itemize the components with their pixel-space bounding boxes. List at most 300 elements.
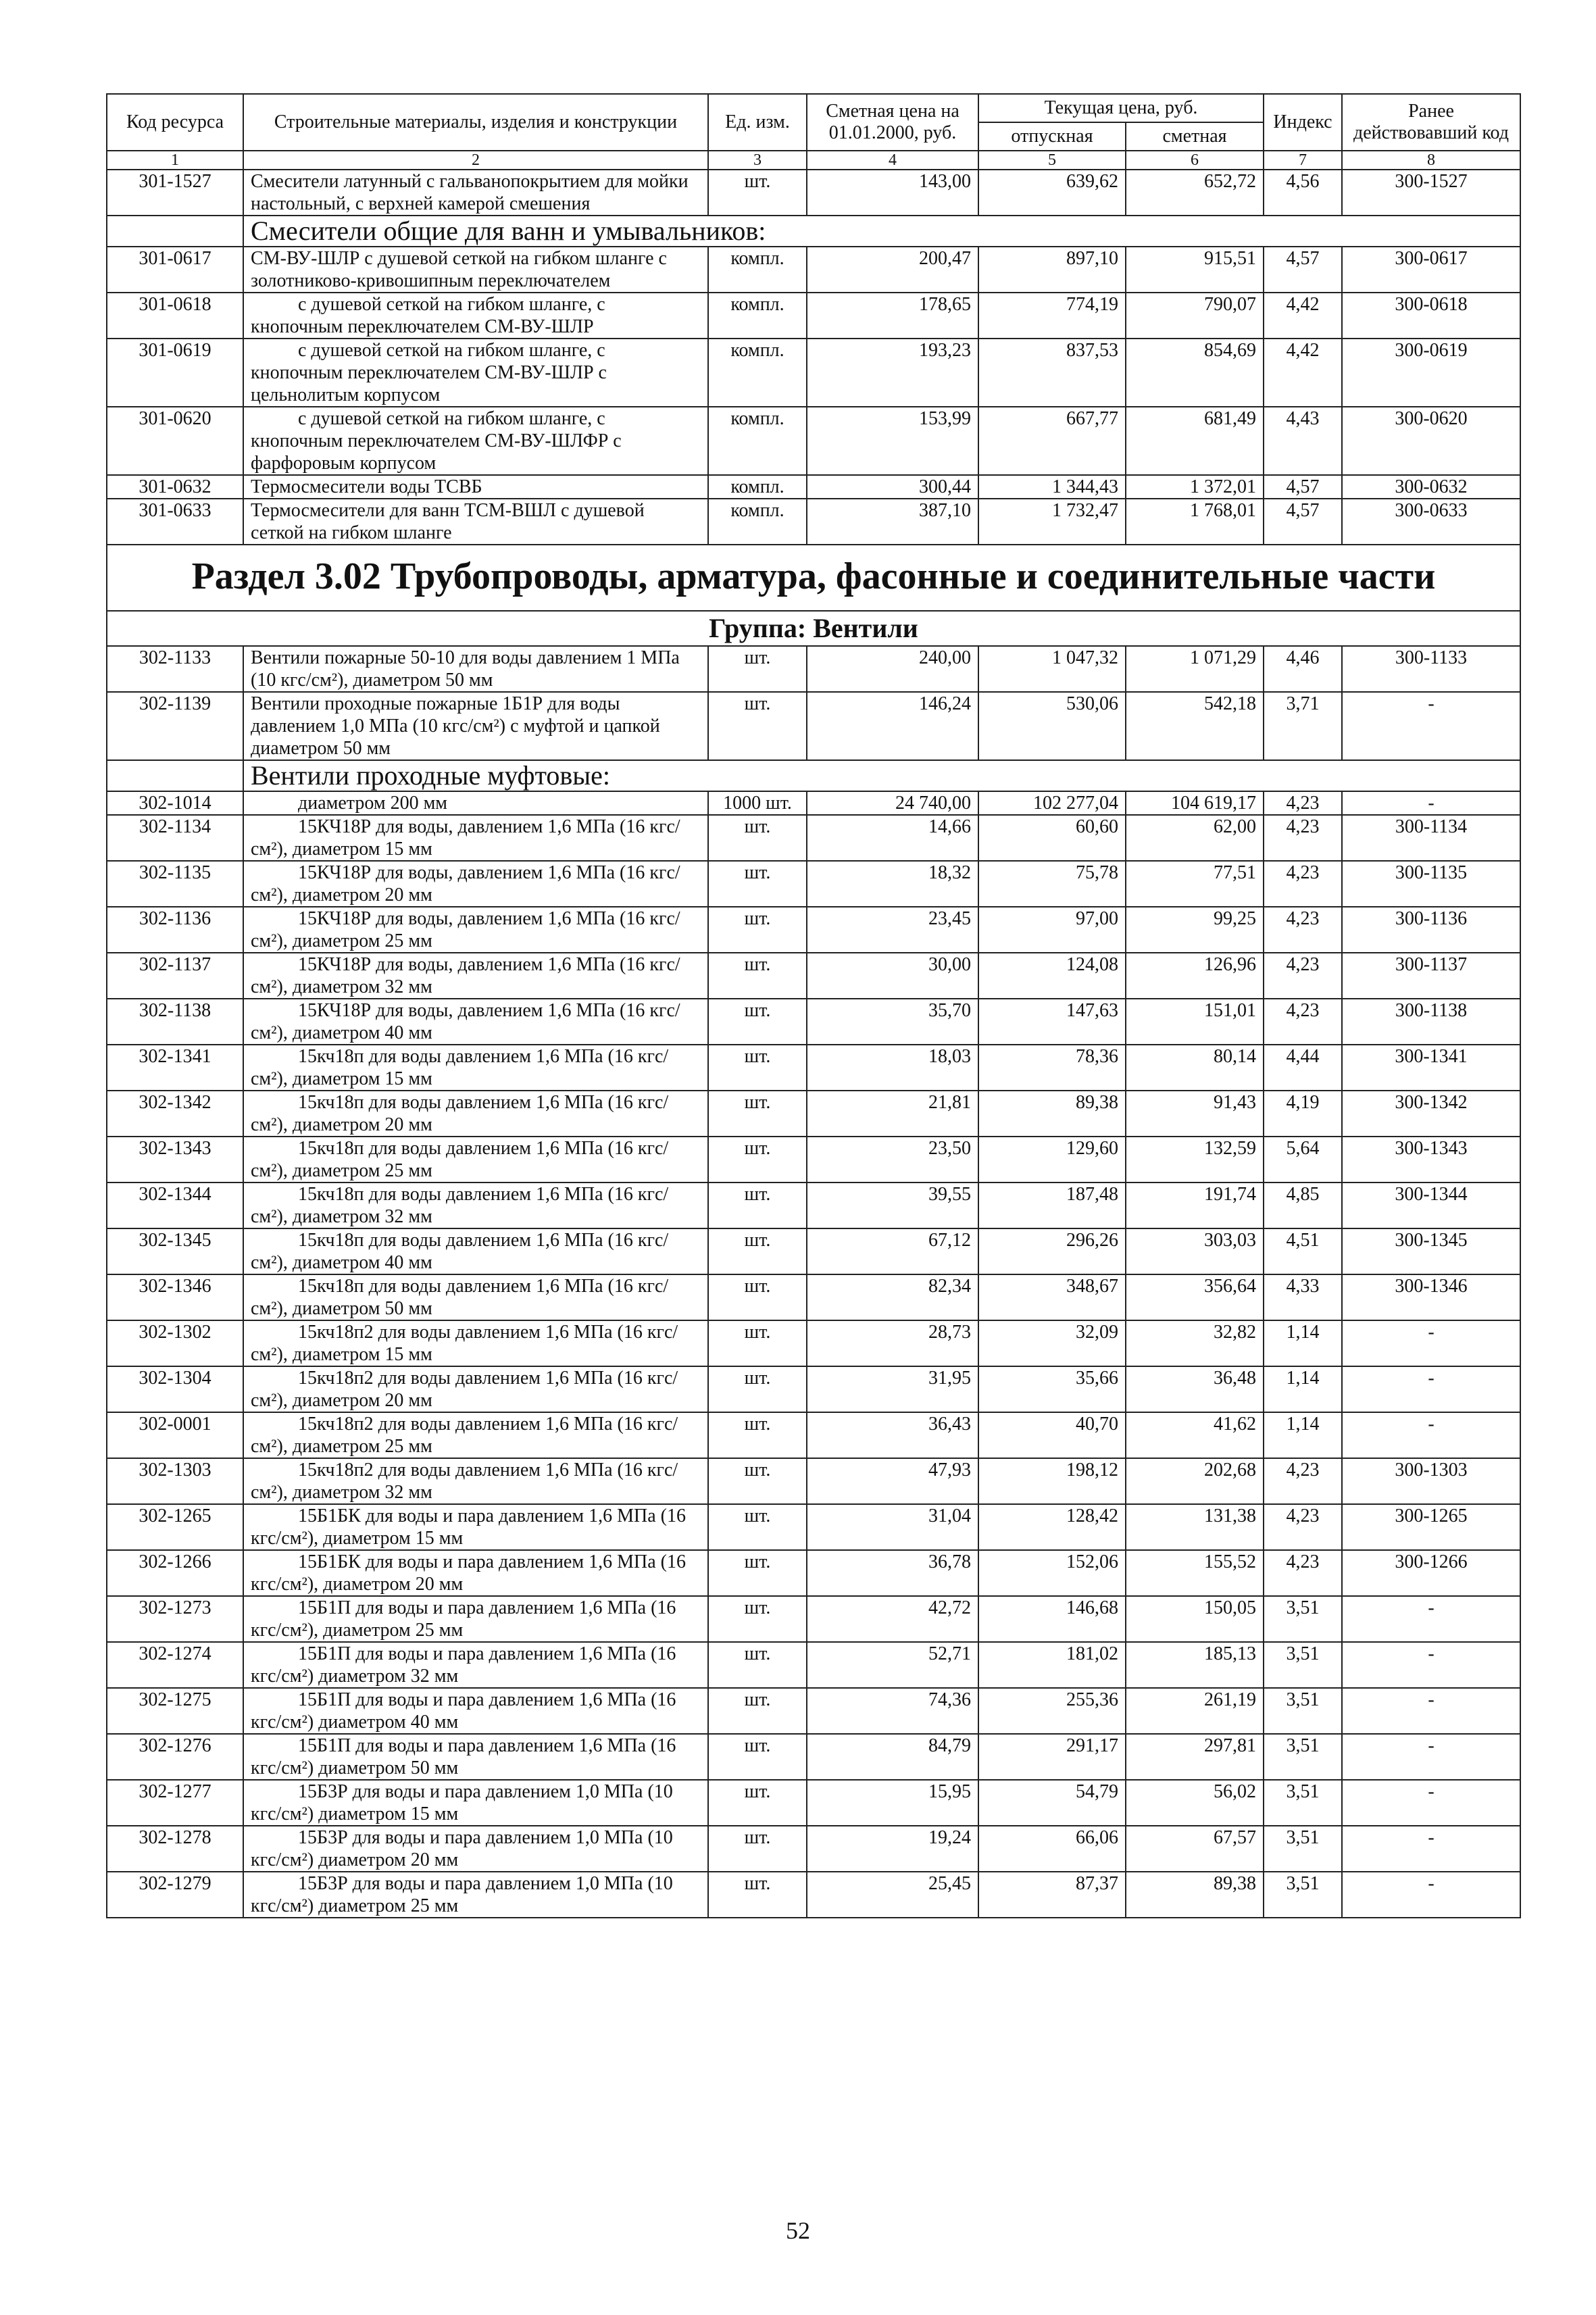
- group-title: [107, 611, 1520, 646]
- previous-code: -: [1342, 1734, 1520, 1780]
- sell-price: 78,36: [978, 1045, 1126, 1091]
- unit: шт.: [708, 1320, 807, 1366]
- column-number: 6: [1126, 151, 1264, 170]
- price-index: 4,43: [1264, 407, 1342, 475]
- estimate-price: 150,05: [1126, 1596, 1264, 1642]
- table-header: [107, 94, 1520, 170]
- estimate-price: 131,38: [1126, 1504, 1264, 1550]
- price-index: 3,71: [1264, 692, 1342, 760]
- material-name: 15кч18п для воды давлением 1,6 МПа (16 кгс/см²), диаметром 25 мм: [243, 1137, 708, 1183]
- base-price: 52,71: [807, 1642, 978, 1688]
- previous-code: 300-1342: [1342, 1091, 1520, 1137]
- previous-code: -: [1342, 692, 1520, 760]
- base-price: 36,78: [807, 1550, 978, 1596]
- price-index: 4,57: [1264, 499, 1342, 545]
- resource-code: 302-1137: [107, 953, 243, 999]
- estimate-price: 202,68: [1126, 1458, 1264, 1504]
- sell-price: 35,66: [978, 1366, 1126, 1412]
- material-name: 15кч18п для воды давлением 1,6 МПа (16 кгс/см²), диаметром 50 мм: [243, 1274, 708, 1320]
- section-title-text: Раздел 3.02 Трубопроводы, арматура, фасонные и соединительные части: [107, 545, 1520, 611]
- sell-price: 348,67: [978, 1274, 1126, 1320]
- table-row: [107, 1596, 1520, 1642]
- material-name: 15кч18п для воды давлением 1,6 МПа (16 кгс/см²), диаметром 32 мм: [243, 1183, 708, 1228]
- base-price: 143,00: [807, 170, 978, 216]
- unit: компл.: [708, 247, 807, 293]
- unit: шт.: [708, 907, 807, 953]
- unit: шт.: [708, 1091, 807, 1137]
- price-index: 3,51: [1264, 1826, 1342, 1872]
- header-previous-code: Ранее действовавший код: [1342, 94, 1520, 151]
- group-title-text: Группа: Вентили: [107, 611, 1520, 646]
- column-number: 5: [978, 151, 1126, 170]
- sell-price: 774,19: [978, 293, 1126, 339]
- price-index: 1,14: [1264, 1320, 1342, 1366]
- column-number: 4: [807, 151, 978, 170]
- table-row: [107, 815, 1520, 861]
- base-price: 146,24: [807, 692, 978, 760]
- unit: шт.: [708, 170, 807, 216]
- sell-price: 97,00: [978, 907, 1126, 953]
- sell-price: 530,06: [978, 692, 1126, 760]
- base-price: 21,81: [807, 1091, 978, 1137]
- column-number: 1: [107, 151, 243, 170]
- resource-code: 301-0632: [107, 475, 243, 499]
- table-row: [107, 293, 1520, 339]
- previous-code: -: [1342, 1642, 1520, 1688]
- previous-code: 300-1265: [1342, 1504, 1520, 1550]
- resource-code: 302-1302: [107, 1320, 243, 1366]
- unit: шт.: [708, 861, 807, 907]
- previous-code: -: [1342, 1366, 1520, 1412]
- estimate-price: 91,43: [1126, 1091, 1264, 1137]
- sell-price: 146,68: [978, 1596, 1126, 1642]
- material-name: 15КЧ18Р для воды, давлением 1,6 МПа (16 кгс/см²), диаметром 32 мм: [243, 953, 708, 999]
- unit: шт.: [708, 1458, 807, 1504]
- material-name: 15Б1БК для воды и пара давлением 1,6 МПа (16 кгс/см²), диаметром 15 мм: [243, 1504, 708, 1550]
- estimate-price: 356,64: [1126, 1274, 1264, 1320]
- price-index: 4,57: [1264, 475, 1342, 499]
- base-price: 387,10: [807, 499, 978, 545]
- unit: шт.: [708, 1366, 807, 1412]
- column-number: 3: [708, 151, 807, 170]
- header-estimate-price: сметная: [1126, 122, 1264, 151]
- resource-code: 302-1266: [107, 1550, 243, 1596]
- unit: компл.: [708, 339, 807, 407]
- material-name: 15Б1П для воды и пара давлением 1,6 МПа (16 кгс/см²) диаметром 40 мм: [243, 1688, 708, 1734]
- table-row: [107, 1091, 1520, 1137]
- resource-code: 302-1273: [107, 1596, 243, 1642]
- section-title: [107, 545, 1520, 611]
- previous-code: 300-1136: [1342, 907, 1520, 953]
- table-row: [107, 1734, 1520, 1780]
- material-name: с душевой сеткой на гибком шланге, с кнопочным переключателем СМ-ВУ-ШЛР: [243, 293, 708, 339]
- unit: шт.: [708, 692, 807, 760]
- group-subtitle: Смесители общие для ванн и умывальников:: [243, 216, 1520, 247]
- material-name: Термосмесители воды ТСВБ: [243, 475, 708, 499]
- estimate-price: 77,51: [1126, 861, 1264, 907]
- sell-price: 40,70: [978, 1412, 1126, 1458]
- resource-code: 302-1277: [107, 1780, 243, 1826]
- price-index: 4,57: [1264, 247, 1342, 293]
- header-index: Индекс: [1264, 94, 1342, 151]
- material-name: 15кч18п для воды давлением 1,6 МПа (16 кгс/см²), диаметром 15 мм: [243, 1045, 708, 1091]
- base-price: 36,43: [807, 1412, 978, 1458]
- price-index: 5,64: [1264, 1137, 1342, 1183]
- sell-price: 837,53: [978, 339, 1126, 407]
- sell-price: 60,60: [978, 815, 1126, 861]
- header-unit: Ед. изм.: [708, 94, 807, 151]
- sell-price: 296,26: [978, 1228, 1126, 1274]
- previous-code: 300-0633: [1342, 499, 1520, 545]
- estimate-price: 104 619,17: [1126, 791, 1264, 815]
- sell-price: 32,09: [978, 1320, 1126, 1366]
- price-index: 4,44: [1264, 1045, 1342, 1091]
- estimate-price: 62,00: [1126, 815, 1264, 861]
- table-row: [107, 475, 1520, 499]
- base-price: 300,44: [807, 475, 978, 499]
- base-price: 240,00: [807, 646, 978, 692]
- estimate-price: 191,74: [1126, 1183, 1264, 1228]
- material-name: Вентили проходные пожарные 1Б1Р для воды давлением 1,0 МПа (10 кгс/см²) с муфтой и цапкой диаметром 50 мм: [243, 692, 708, 760]
- sell-price: 1 732,47: [978, 499, 1126, 545]
- base-price: 23,50: [807, 1137, 978, 1183]
- price-index: 3,51: [1264, 1596, 1342, 1642]
- material-name: 15Б3Р для воды и пара давлением 1,0 МПа (10 кгс/см²) диаметром 25 мм: [243, 1872, 708, 1918]
- material-name: Термосмесители для ванн ТСМ-ВШЛ с душевой сеткой на гибком шланге: [243, 499, 708, 545]
- base-price: 47,93: [807, 1458, 978, 1504]
- material-name: с душевой сеткой на гибком шланге, с кнопочным переключателем СМ-ВУ-ШЛФР с фарфоровым корпусом: [243, 407, 708, 475]
- previous-code: -: [1342, 791, 1520, 815]
- sell-price: 87,37: [978, 1872, 1126, 1918]
- estimate-price: 80,14: [1126, 1045, 1264, 1091]
- resource-code: 302-1278: [107, 1826, 243, 1872]
- table-row: [107, 247, 1520, 293]
- sell-price: 102 277,04: [978, 791, 1126, 815]
- price-index: 4,23: [1264, 861, 1342, 907]
- header-current-price: Текущая цена, руб.: [978, 94, 1264, 122]
- unit: 1000 шт.: [708, 791, 807, 815]
- previous-code: 300-1303: [1342, 1458, 1520, 1504]
- estimate-price: 681,49: [1126, 407, 1264, 475]
- previous-code: 300-1341: [1342, 1045, 1520, 1091]
- price-index: 4,23: [1264, 791, 1342, 815]
- estimate-price: 151,01: [1126, 999, 1264, 1045]
- material-name: 15КЧ18Р для воды, давлением 1,6 МПа (16 кгс/см²), диаметром 15 мм: [243, 815, 708, 861]
- material-name: 15кч18п2 для воды давлением 1,6 МПа (16 кгс/см²), диаметром 25 мм: [243, 1412, 708, 1458]
- base-price: 74,36: [807, 1688, 978, 1734]
- table-row: [107, 907, 1520, 953]
- resource-code: 301-0617: [107, 247, 243, 293]
- table-row: [107, 1320, 1520, 1366]
- estimate-price: 297,81: [1126, 1734, 1264, 1780]
- estimate-price: 854,69: [1126, 339, 1264, 407]
- estimate-price: 36,48: [1126, 1366, 1264, 1412]
- resource-code: 302-1341: [107, 1045, 243, 1091]
- previous-code: 300-1134: [1342, 815, 1520, 861]
- base-price: 193,23: [807, 339, 978, 407]
- header-sell-price: отпускная: [978, 122, 1126, 151]
- base-price: 153,99: [807, 407, 978, 475]
- price-index: 4,23: [1264, 907, 1342, 953]
- price-index: 4,46: [1264, 646, 1342, 692]
- estimate-price: 132,59: [1126, 1137, 1264, 1183]
- previous-code: 300-1137: [1342, 953, 1520, 999]
- resource-code: 302-1346: [107, 1274, 243, 1320]
- material-name: 15Б3Р для воды и пара давлением 1,0 МПа (10 кгс/см²) диаметром 20 мм: [243, 1826, 708, 1872]
- price-index: 3,51: [1264, 1734, 1342, 1780]
- previous-code: -: [1342, 1826, 1520, 1872]
- unit: шт.: [708, 1780, 807, 1826]
- price-index: 4,51: [1264, 1228, 1342, 1274]
- group-subtitle: Вентили проходные муфтовые:: [243, 760, 1520, 791]
- price-index: 4,23: [1264, 999, 1342, 1045]
- sell-price: 1 344,43: [978, 475, 1126, 499]
- material-name: Смесители латунный с гальванопокрытием для мойки настольный, с верхней камерой смешения: [243, 170, 708, 216]
- previous-code: 300-1266: [1342, 1550, 1520, 1596]
- table-row: [107, 999, 1520, 1045]
- base-price: 200,47: [807, 247, 978, 293]
- sell-price: 89,38: [978, 1091, 1126, 1137]
- resource-code: 302-0001: [107, 1412, 243, 1458]
- resource-code: 301-0618: [107, 293, 243, 339]
- price-table-sheet: [106, 93, 1520, 1918]
- sell-price: 639,62: [978, 170, 1126, 216]
- table-row: [107, 1504, 1520, 1550]
- resource-code: 302-1279: [107, 1872, 243, 1918]
- resource-code: 301-0633: [107, 499, 243, 545]
- previous-code: -: [1342, 1872, 1520, 1918]
- sell-price: 54,79: [978, 1780, 1126, 1826]
- resource-code: 302-1303: [107, 1458, 243, 1504]
- unit: шт.: [708, 1183, 807, 1228]
- material-name: 15кч18п2 для воды давлением 1,6 МПа (16 кгс/см²), диаметром 32 мм: [243, 1458, 708, 1504]
- group-row-coupling-valves: [107, 760, 1520, 791]
- price-index: 4,85: [1264, 1183, 1342, 1228]
- estimate-price: 1 071,29: [1126, 646, 1264, 692]
- table-row: [107, 1550, 1520, 1596]
- unit: шт.: [708, 953, 807, 999]
- sell-price: 152,06: [978, 1550, 1126, 1596]
- resource-code: 302-1134: [107, 815, 243, 861]
- table-row: [107, 1366, 1520, 1412]
- material-name: СМ-ВУ-ШЛР с душевой сеткой на гибком шланге с золотниково-кривошипным переключателем: [243, 247, 708, 293]
- base-price: 35,70: [807, 999, 978, 1045]
- table-row: [107, 861, 1520, 907]
- unit: компл.: [708, 499, 807, 545]
- unit: шт.: [708, 1596, 807, 1642]
- base-price: 30,00: [807, 953, 978, 999]
- base-price: 15,95: [807, 1780, 978, 1826]
- resource-code: 301-0620: [107, 407, 243, 475]
- estimate-price: 542,18: [1126, 692, 1264, 760]
- estimate-price: 41,62: [1126, 1412, 1264, 1458]
- material-name: 15КЧ18Р для воды, давлением 1,6 МПа (16 кгс/см²), диаметром 20 мм: [243, 861, 708, 907]
- unit: шт.: [708, 1872, 807, 1918]
- estimate-price: 126,96: [1126, 953, 1264, 999]
- group-row-mixers: [107, 216, 1520, 247]
- header-base-price: Сметная цена на 01.01.2000, руб.: [807, 94, 978, 151]
- price-index: 4,23: [1264, 1504, 1342, 1550]
- unit: шт.: [708, 1137, 807, 1183]
- resource-code: 302-1344: [107, 1183, 243, 1228]
- column-number: 2: [243, 151, 708, 170]
- previous-code: 300-1343: [1342, 1137, 1520, 1183]
- header-resource-code: Код ресурса: [107, 94, 243, 151]
- table-row: [107, 953, 1520, 999]
- column-number: 8: [1342, 151, 1520, 170]
- resource-code: 302-1275: [107, 1688, 243, 1734]
- price-index: 1,14: [1264, 1412, 1342, 1458]
- previous-code: 300-1345: [1342, 1228, 1520, 1274]
- sell-price: 128,42: [978, 1504, 1126, 1550]
- resource-code: 302-1014: [107, 791, 243, 815]
- previous-code: -: [1342, 1596, 1520, 1642]
- previous-code: 300-0619: [1342, 339, 1520, 407]
- estimate-price: 67,57: [1126, 1826, 1264, 1872]
- unit: компл.: [708, 407, 807, 475]
- unit: шт.: [708, 1274, 807, 1320]
- sell-price: 129,60: [978, 1137, 1126, 1183]
- table-row: [107, 692, 1520, 760]
- material-name: 15Б1П для воды и пара давлением 1,6 МПа (16 кгс/см²) диаметром 32 мм: [243, 1642, 708, 1688]
- sell-price: 124,08: [978, 953, 1126, 999]
- table-row: [107, 1183, 1520, 1228]
- base-price: 18,32: [807, 861, 978, 907]
- page-number: 52: [786, 2217, 810, 2244]
- price-index: 3,51: [1264, 1780, 1342, 1826]
- estimate-price: 89,38: [1126, 1872, 1264, 1918]
- table-row: [107, 499, 1520, 545]
- price-index: 4,33: [1264, 1274, 1342, 1320]
- table-row: [107, 1688, 1520, 1734]
- estimate-price: 1 372,01: [1126, 475, 1264, 499]
- estimate-price: 790,07: [1126, 293, 1264, 339]
- material-name: Вентили пожарные 50-10 для воды давлением 1 МПа (10 кгс/см²), диаметром 50 мм: [243, 646, 708, 692]
- sell-price: 187,48: [978, 1183, 1126, 1228]
- previous-code: 300-1527: [1342, 170, 1520, 216]
- price-index: 3,51: [1264, 1642, 1342, 1688]
- estimate-price: 303,03: [1126, 1228, 1264, 1274]
- resource-code: 302-1139: [107, 692, 243, 760]
- material-name: 15Б1БК для воды и пара давлением 1,6 МПа (16 кгс/см²), диаметром 20 мм: [243, 1550, 708, 1596]
- material-name: 15КЧ18Р для воды, давлением 1,6 МПа (16 кгс/см²), диаметром 25 мм: [243, 907, 708, 953]
- estimate-price: 99,25: [1126, 907, 1264, 953]
- material-name: 15кч18п для воды давлением 1,6 МПа (16 кгс/см²), диаметром 40 мм: [243, 1228, 708, 1274]
- material-name: 15Б1П для воды и пара давлением 1,6 МПа (16 кгс/см²) диаметром 50 мм: [243, 1734, 708, 1780]
- base-price: 31,04: [807, 1504, 978, 1550]
- base-price: 23,45: [807, 907, 978, 953]
- unit: шт.: [708, 1228, 807, 1274]
- sell-price: 255,36: [978, 1688, 1126, 1734]
- previous-code: -: [1342, 1688, 1520, 1734]
- unit: шт.: [708, 1504, 807, 1550]
- table-row: [107, 1412, 1520, 1458]
- sell-price: 897,10: [978, 247, 1126, 293]
- sell-price: 291,17: [978, 1734, 1126, 1780]
- base-price: 42,72: [807, 1596, 978, 1642]
- material-name: 15КЧ18Р для воды, давлением 1,6 МПа (16 кгс/см²), диаметром 40 мм: [243, 999, 708, 1045]
- material-name: 15кч18п2 для воды давлением 1,6 МПа (16 кгс/см²), диаметром 20 мм: [243, 1366, 708, 1412]
- price-index: 4,42: [1264, 293, 1342, 339]
- previous-code: -: [1342, 1412, 1520, 1458]
- table-row: [107, 1780, 1520, 1826]
- resource-code: 302-1136: [107, 907, 243, 953]
- header-materials: Строительные материалы, изделия и конструкции: [243, 94, 708, 151]
- material-name: с душевой сеткой на гибком шланге, с кнопочным переключателем СМ-ВУ-ШЛР с цельнолитым корпусом: [243, 339, 708, 407]
- base-price: 14,66: [807, 815, 978, 861]
- table-row: [107, 170, 1520, 216]
- previous-code: -: [1342, 1780, 1520, 1826]
- resource-code: 301-1527: [107, 170, 243, 216]
- estimate-price: 56,02: [1126, 1780, 1264, 1826]
- price-index: 4,42: [1264, 339, 1342, 407]
- unit: компл.: [708, 293, 807, 339]
- resource-code: 302-1138: [107, 999, 243, 1045]
- unit: шт.: [708, 1550, 807, 1596]
- previous-code: 300-1138: [1342, 999, 1520, 1045]
- previous-code: 300-0632: [1342, 475, 1520, 499]
- unit: шт.: [708, 1642, 807, 1688]
- unit: шт.: [708, 815, 807, 861]
- resource-code: 302-1276: [107, 1734, 243, 1780]
- table-row: [107, 1872, 1520, 1918]
- resource-code: 302-1304: [107, 1366, 243, 1412]
- estimate-price: 185,13: [1126, 1642, 1264, 1688]
- header-column-numbers: [107, 151, 1520, 170]
- previous-code: 300-0618: [1342, 293, 1520, 339]
- estimate-price: 261,19: [1126, 1688, 1264, 1734]
- material-name: 15Б1П для воды и пара давлением 1,6 МПа (16 кгс/см²), диаметром 25 мм: [243, 1596, 708, 1642]
- previous-code: 300-1346: [1342, 1274, 1520, 1320]
- table-row: [107, 791, 1520, 815]
- base-price: 25,45: [807, 1872, 978, 1918]
- table-row: [107, 339, 1520, 407]
- base-price: 67,12: [807, 1228, 978, 1274]
- material-name: диаметром 200 мм: [243, 791, 708, 815]
- table-row: [107, 1228, 1520, 1274]
- estimate-price: 1 768,01: [1126, 499, 1264, 545]
- table-row: [107, 1045, 1520, 1091]
- resource-code: 302-1265: [107, 1504, 243, 1550]
- estimate-price: 652,72: [1126, 170, 1264, 216]
- resource-code: 302-1135: [107, 861, 243, 907]
- previous-code: 300-0620: [1342, 407, 1520, 475]
- base-price: 24 740,00: [807, 791, 978, 815]
- unit: шт.: [708, 1734, 807, 1780]
- price-table: [106, 93, 1521, 1918]
- estimate-price: 915,51: [1126, 247, 1264, 293]
- previous-code: 300-1344: [1342, 1183, 1520, 1228]
- price-index: 4,19: [1264, 1091, 1342, 1137]
- price-index: 3,51: [1264, 1872, 1342, 1918]
- material-name: 15кч18п для воды давлением 1,6 МПа (16 кгс/см²), диаметром 20 мм: [243, 1091, 708, 1137]
- price-index: 4,23: [1264, 1458, 1342, 1504]
- resource-code: 302-1133: [107, 646, 243, 692]
- table-row: [107, 646, 1520, 692]
- unit: шт.: [708, 1826, 807, 1872]
- base-price: 39,55: [807, 1183, 978, 1228]
- base-price: 18,03: [807, 1045, 978, 1091]
- table-row: [107, 1137, 1520, 1183]
- resource-code: 301-0619: [107, 339, 243, 407]
- price-index: 1,14: [1264, 1366, 1342, 1412]
- empty-cell: [107, 760, 243, 791]
- table-row: [107, 1826, 1520, 1872]
- previous-code: -: [1342, 1320, 1520, 1366]
- sell-price: 66,06: [978, 1826, 1126, 1872]
- base-price: 178,65: [807, 293, 978, 339]
- base-price: 28,73: [807, 1320, 978, 1366]
